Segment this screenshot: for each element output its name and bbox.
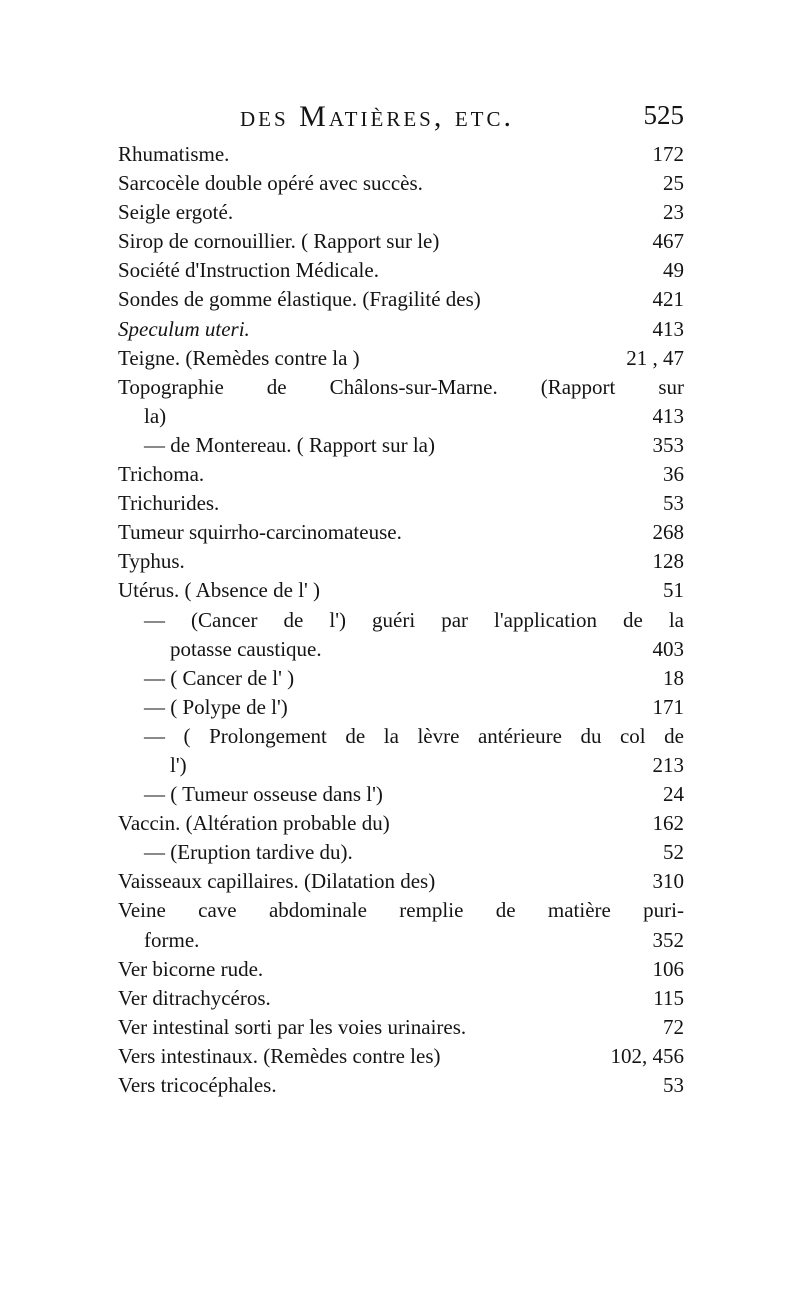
entry-page: 172 [652, 142, 684, 166]
entry-text: Vers intestinaux. (Remèdes contre les) [118, 1043, 441, 1068]
index-entry [118, 926, 684, 955]
entry-page: 52 [663, 840, 684, 865]
entry-text: l') [170, 752, 187, 777]
index-entry [118, 373, 684, 402]
entry-page: 49 [663, 258, 684, 283]
index-entry [118, 285, 684, 314]
entry-text: Speculum uteri. [118, 316, 250, 341]
entry-text: Trichurides. [118, 491, 220, 516]
entry-text: Veine cave abdominale remplie de matière puri- [118, 898, 684, 923]
index-entry [118, 722, 684, 751]
entry-page: 421 [652, 287, 684, 312]
index-entry [118, 809, 684, 838]
index-entry [118, 344, 684, 373]
index-entry [118, 606, 684, 635]
entry-page: 51 [663, 578, 684, 603]
entry-text: — ( Polype de l') [144, 694, 288, 719]
entry-text: Sarcocèle double opéré avec succès. [118, 171, 423, 196]
index-entry [118, 984, 684, 1013]
running-header [118, 100, 684, 140]
index-entry [118, 431, 684, 460]
index-entry [118, 460, 684, 489]
entry-page: 53 [663, 491, 684, 516]
entry-text: Sirop de cornouillier. ( Rapport sur le) [118, 229, 440, 254]
entry-text: Vaccin. (Altération probable du) [118, 811, 390, 836]
entry-page: 413 [652, 403, 684, 428]
entry-text: Vaisseaux capillaires. (Dilatation des) [118, 869, 436, 894]
entry-text: Seigle ergoté. [118, 200, 234, 225]
index-entry [118, 256, 684, 285]
entry-page: 53 [663, 1073, 684, 1097]
entry-text: — de Montereau. ( Rapport sur la) [144, 432, 435, 457]
entry-text: Ver bicorne rude. [118, 956, 264, 981]
index-entries [118, 140, 684, 1100]
entry-page: 467 [652, 229, 684, 254]
entry-page: 115 [653, 985, 684, 1010]
index-entry [118, 780, 684, 809]
entry-text: Ver ditrachycéros. [118, 985, 271, 1010]
entry-page: 213 [652, 752, 684, 777]
index-entry [118, 751, 684, 780]
entry-text: Topographie de Châlons-sur-Marne. (Rapport sur [118, 374, 684, 399]
entry-text: — ( Prolongement de la lèvre antérieure du col de [144, 723, 684, 748]
index-entry [118, 547, 684, 576]
entry-page: 72 [663, 1014, 684, 1039]
entry-text: — ( Cancer de l' ) [144, 665, 295, 690]
entry-page: 23 [663, 200, 684, 225]
entry-page: 171 [652, 694, 684, 719]
entry-page: 413 [652, 316, 684, 341]
entry-page: 36 [663, 462, 684, 487]
index-entry [118, 198, 684, 227]
index-entry [118, 838, 684, 867]
index-entry [118, 169, 684, 198]
entry-page: 102, 456 [610, 1043, 684, 1068]
index-entry [118, 1042, 684, 1071]
index-entry [118, 693, 684, 722]
index-entry [118, 315, 684, 344]
entry-page: 18 [663, 665, 684, 690]
entry-text: Vers tricocéphales. [118, 1073, 277, 1097]
entry-page: 128 [652, 549, 684, 574]
entry-page: 268 [652, 520, 684, 545]
entry-text: Trichoma. [118, 462, 205, 487]
entry-page: 352 [652, 927, 684, 952]
entry-text: Société d'Instruction Médicale. [118, 258, 379, 283]
entry-text: — (Eruption tardive du). [144, 840, 353, 865]
index-entry [118, 227, 684, 256]
index-entry [118, 489, 684, 518]
entry-page: 310 [652, 869, 684, 894]
entry-page: 24 [663, 782, 684, 807]
index-entry [118, 896, 684, 925]
index-entry [118, 1071, 684, 1100]
entry-page: 106 [652, 956, 684, 981]
running-title: des Matières, etc. [240, 100, 515, 133]
entry-text: Teigne. (Remèdes contre la ) [118, 345, 360, 370]
entry-page: 353 [652, 432, 684, 457]
entry-page: 162 [652, 811, 684, 836]
entry-page: 21 , 47 [626, 345, 684, 370]
entry-text: Ver intestinal sorti par les voies urinaires. [118, 1014, 467, 1039]
index-entry [118, 635, 684, 664]
index-entry [118, 955, 684, 984]
page-number: 525 [643, 100, 684, 130]
entry-text: Sondes de gomme élastique. (Fragilité des) [118, 287, 481, 312]
entry-text: forme. [144, 927, 200, 952]
index-entry [118, 518, 684, 547]
entry-text: Rhumatisme. [118, 142, 230, 166]
index-entry [118, 664, 684, 693]
entry-page: 403 [652, 636, 684, 661]
entry-text: Utérus. ( Absence de l' ) [118, 578, 321, 603]
entry-text: — ( Tumeur osseuse dans l') [144, 782, 383, 807]
entry-text: Typhus. [118, 549, 185, 574]
index-entry [118, 402, 684, 431]
index-entry [118, 140, 684, 169]
entry-page: 25 [663, 171, 684, 196]
index-entry [118, 867, 684, 896]
entry-text: Tumeur squirrho-carcinomateuse. [118, 520, 402, 545]
entry-text: la) [144, 403, 167, 428]
entry-text: — (Cancer de l') guéri par l'application de la [144, 607, 684, 632]
entry-text: potasse caustique. [170, 636, 322, 661]
index-entry [118, 576, 684, 605]
index-entry [118, 1013, 684, 1042]
